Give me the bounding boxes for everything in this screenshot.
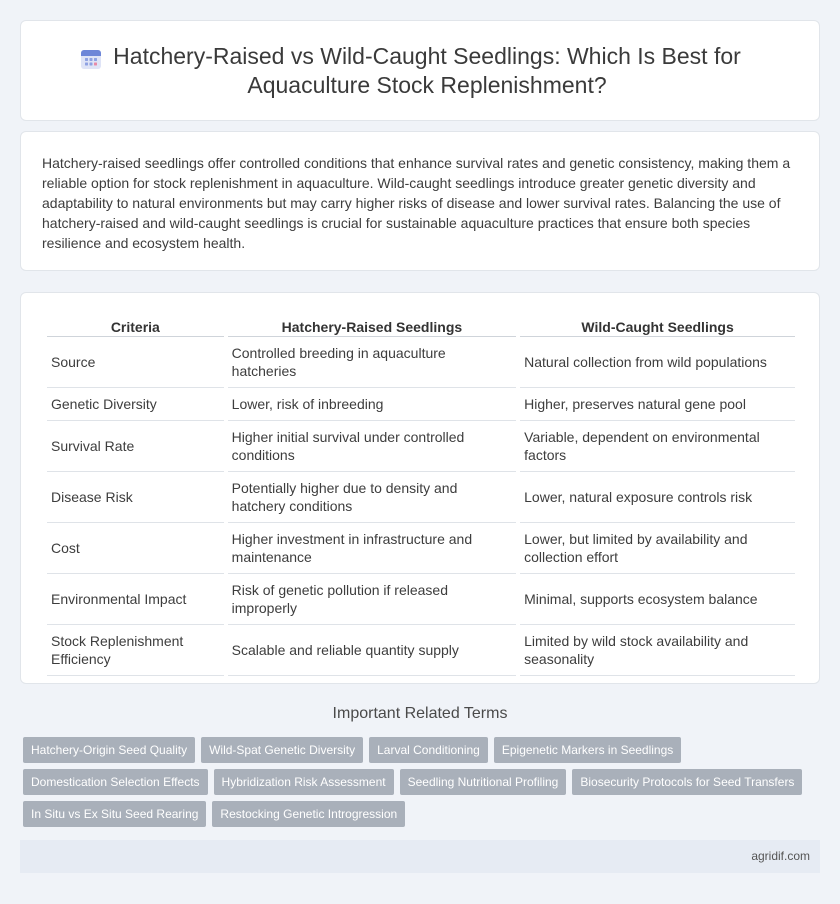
row-criteria: Cost [47,523,224,574]
header-hatchery: Hatchery-Raised Seedlings [228,315,516,337]
row-wild: Limited by wild stock availability and seasonality [520,625,795,676]
row-wild: Variable, dependent on environmental factors [520,421,795,472]
table-row [47,625,795,676]
related-term-tag[interactable]: Seedling Nutritional Profiling [400,769,567,795]
related-term-tag[interactable]: Restocking Genetic Introgression [212,801,405,827]
row-hatchery: Higher investment in infrastructure and maintenance [228,523,516,574]
row-criteria: Disease Risk [47,472,224,523]
row-wild: Lower, natural exposure controls risk [520,472,795,523]
footer [20,840,820,873]
footer-site-link[interactable]: agridif.com [751,849,810,863]
title-card [20,20,820,121]
row-hatchery: Controlled breeding in aquaculture hatcheries [228,337,516,388]
related-term-tag[interactable]: Larval Conditioning [369,737,488,763]
row-hatchery: Potentially higher due to density and hatchery conditions [228,472,516,523]
related-term-tag[interactable]: Wild-Spat Genetic Diversity [201,737,363,763]
related-term-tag[interactable]: Domestication Selection Effects [23,769,208,795]
row-hatchery: Scalable and reliable quantity supply [228,625,516,676]
summary-card [20,131,820,271]
row-hatchery: Risk of genetic pollution if released improperly [228,574,516,625]
row-hatchery: Lower, risk of inbreeding [228,388,516,421]
row-hatchery: Higher initial survival under controlled conditions [228,421,516,472]
related-term-tag[interactable]: Hatchery-Origin Seed Quality [23,737,195,763]
row-wild: Natural collection from wild populations [520,337,795,388]
table-row [47,421,795,472]
header-wild: Wild-Caught Seedlings [520,315,795,337]
row-criteria: Stock Replenishment Efficiency [47,625,224,676]
related-terms-heading: Important Related Terms [332,705,508,722]
related-term-tag[interactable]: In Situ vs Ex Situ Seed Rearing [23,801,206,827]
row-criteria: Environmental Impact [47,574,224,625]
related-terms-list [23,737,823,827]
comparison-table [43,315,799,676]
row-criteria: Genetic Diversity [47,388,224,421]
table-row [47,337,795,388]
related-term-tag[interactable]: Hybridization Risk Assessment [214,769,394,795]
table-row [47,388,795,421]
page-title: Hatchery-Raised vs Wild-Caught Seedlings: Which Is Best for Aquaculture Stock Replenishment? [113,42,741,98]
table-row [47,574,795,625]
table-row [47,523,795,574]
summary-text: Hatchery-raised seedlings offer controlled conditions that enhance survival rates and genetic consistency, making them a reliable option for stock replenishment in aquaculture. Wild-caught seedlings introduce greater genetic diversity and adaptability to natural environments but may carry higher risks of disease and lower survival rates. Balancing the use of hatchery-raised and wild-caught seedlings is crucial for sustainable aquaculture practices that ensure both species resilience and ecosystem health. [42,155,791,251]
table-row [47,472,795,523]
row-wild: Minimal, supports ecosystem balance [520,574,795,625]
header-criteria: Criteria [47,315,224,337]
related-term-tag[interactable]: Biosecurity Protocols for Seed Transfers [572,769,802,795]
related-term-tag[interactable]: Epigenetic Markers in Seedlings [494,737,681,763]
row-criteria: Source [47,337,224,388]
comparison-table-card [20,292,820,684]
row-criteria: Survival Rate [47,421,224,472]
row-wild: Lower, but limited by availability and collection effort [520,523,795,574]
row-wild: Higher, preserves natural gene pool [520,388,795,421]
